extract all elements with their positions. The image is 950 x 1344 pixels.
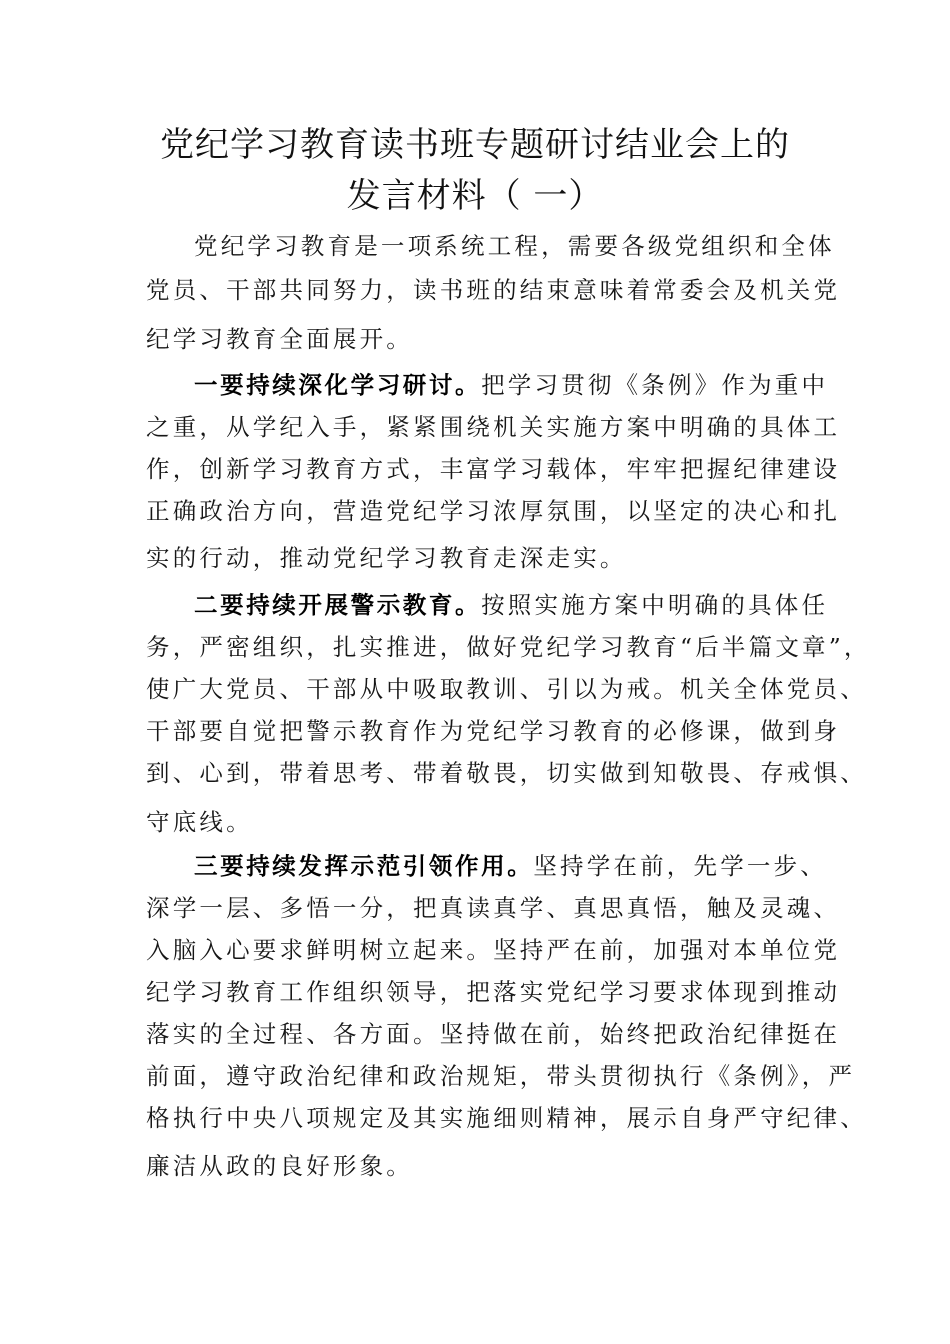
paragraph-line: 实的行动，推动党纪学习教育走深走实。 xyxy=(146,544,627,572)
paragraph-line: 深学一层、多悟一分，把真读真学、真思真悟，触及灵魂、 xyxy=(146,894,841,922)
section-1-heading: 一要持续深化学习研讨。 xyxy=(194,371,482,399)
paragraph-line: 落实的全过程、各方面。坚持做在前，始终把政治纪律挺在 xyxy=(146,1020,841,1048)
document-title-line-2: 发言材料（ 一） xyxy=(346,176,604,216)
paragraph-first-line xyxy=(194,587,828,623)
paragraph-line: 纪学习教育工作组织领导，把落实党纪学习要求体现到推动 xyxy=(146,978,841,1006)
section-3-first-line-text: 坚持学在前，先学一步、 xyxy=(533,852,828,880)
paragraph-line: 前面，遵守政治纪律和政治规矩，带头贯彻执行《条例》，严 xyxy=(146,1062,856,1090)
paragraph-first-line xyxy=(194,367,828,403)
paragraph-line: 廉洁从政的良好形象。 xyxy=(146,1152,413,1180)
paragraph-line: 到、心到，带着思考、带着敬畏，切实做到知敬畏、存戒惧、 xyxy=(146,759,867,787)
paragraph-line: 务，严密组织，扎实推进，做好党纪学习教育“后半篇文章”， xyxy=(146,633,871,661)
paragraph-line: 使广大党员、干部从中吸取教训、引以为戒。机关全体党员、 xyxy=(146,675,867,703)
paragraph-line: 守底线。 xyxy=(146,808,253,836)
paragraph-line: 党员、干部共同努力，读书班的结束意味着常委会及机关党 xyxy=(146,276,841,304)
section-2-first-line-text: 按照实施方案中明确的具体任 xyxy=(481,591,829,619)
paragraph-line: 纪学习教育全面展开。 xyxy=(146,325,413,353)
paragraph-line: 入脑入心要求鲜明树立起来。坚持严在前，加强对本单位党 xyxy=(146,936,841,964)
section-2-heading: 二要持续开展警示教育。 xyxy=(194,591,482,619)
paragraph-line: 干部要自觉把警示教育作为党纪学习教育的必修课，做到身 xyxy=(146,717,841,745)
section-1-first-line-text: 把学习贯彻《条例》作为重中 xyxy=(481,371,829,399)
paragraph-line: 作，创新学习教育方式，丰富学习载体，牢牢把握纪律建设 xyxy=(146,455,841,483)
section-3-heading: 三要持续发挥示范引领作用。 xyxy=(194,852,534,880)
paragraph-line: 之重，从学纪入手，紧紧围绕机关实施方案中明确的具体工 xyxy=(146,413,841,441)
document-title-line-1: 党纪学习教育读书班专题研讨结业会上的 xyxy=(160,125,790,165)
paragraph-line: 格执行中央八项规定及其实施细则精神，展示自身严守纪律、 xyxy=(146,1104,867,1132)
paragraph-line: 正确政治方向，营造党纪学习浓厚氛围，以坚定的决心和扎 xyxy=(146,497,841,525)
paragraph-first-line xyxy=(194,848,827,884)
paragraph-line: 党纪学习教育是一项系统工程，需要各级党组织和全体 xyxy=(194,232,835,260)
